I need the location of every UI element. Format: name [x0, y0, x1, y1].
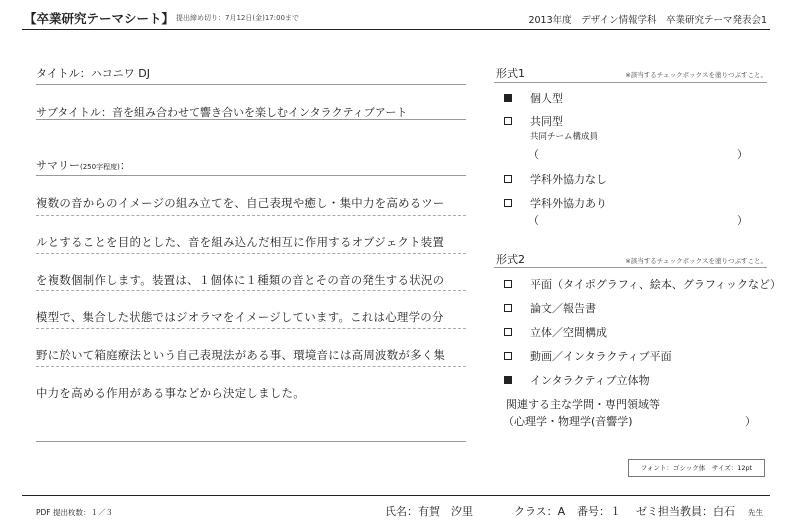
summary-line-5: 野に於いて箱庭療法という自己表現法がある事、環境音には高周波数が多く集	[36, 348, 446, 362]
checkbox-no-external[interactable]	[504, 175, 512, 183]
summary-label: サマリー	[36, 159, 80, 172]
summary-heading-underline	[36, 175, 466, 176]
external-paren-close: ）	[737, 214, 748, 227]
checkbox-individual[interactable]	[504, 94, 512, 102]
format2-divider	[494, 267, 767, 268]
joint-paren-close: ）	[737, 148, 748, 161]
summary-heading	[36, 157, 131, 173]
joint-paren-open: （	[528, 148, 539, 161]
checkbox-interactive-object[interactable]	[504, 376, 512, 384]
related-field-value: （心理学・物理学(音響学)	[503, 415, 633, 428]
related-field-close: ）	[745, 415, 756, 428]
event-title: 2013年度 デザイン情報学科 卒業研究テーマ発表会1	[528, 15, 767, 26]
font-spec-box: フォント：ゴシック体 サイズ：12pt	[628, 459, 765, 477]
subtitle-field: サブタイトル：音を組み合わせて響き合いを楽しむインタラクティブアート	[36, 106, 408, 119]
summary-dotline	[36, 328, 466, 329]
footer-divider	[22, 495, 770, 496]
summary-dotline	[36, 215, 466, 216]
summary-line-2: ルとすることを目的とした、音を組み込んだ相互に作用するオブジェクト装置	[36, 235, 445, 249]
title-field: タイトル：ハコニワ DJ	[36, 67, 150, 80]
summary-line-4: 模型で、集合した状態ではジオラマをイメージしています。これは心理学の分	[36, 310, 444, 324]
subtitle-underline	[36, 119, 466, 120]
option-individual: 個人型	[530, 92, 563, 105]
related-field-label: 関連する主な学問・専門領域等	[506, 398, 660, 411]
checkbox-with-external[interactable]	[504, 199, 512, 207]
option-flat: 平面（タイポグラフィ、絵本、グラフィックなど）	[530, 278, 782, 291]
option-no-external: 学科外協力なし	[530, 173, 607, 186]
summary-dotline	[36, 366, 466, 367]
sensei-suffix: 先生	[748, 508, 763, 517]
student-name: 氏名：有賀 汐里	[385, 505, 473, 518]
option-joint: 共同型	[530, 115, 563, 128]
summary-line-6: 中力を高める作用がある事などから決定しました。	[36, 386, 305, 400]
option-paper: 論文／報告書	[530, 302, 596, 315]
summary-bottom-line	[36, 441, 466, 442]
option-interactive-object: インタラクティブ立体物	[530, 374, 650, 387]
sheet-title: 【卒業研究テーマシート】	[24, 11, 175, 26]
joint-members-label: 共同チーム構成員	[530, 132, 599, 142]
option-3d-space: 立体／空間構成	[530, 326, 607, 339]
summary-length-hint: (250字程度)	[80, 163, 120, 171]
summary-line-3: を複数個制作します。装置は、１個体に１種類の音とその音の発生する状況の	[36, 273, 445, 287]
summary-colon: ：	[119, 159, 131, 172]
checkbox-video[interactable]	[504, 352, 512, 360]
deadline-text: 提出締め切り：7月12日(金)17:00まで	[176, 14, 299, 22]
format2-note: ※該当するチェックボックスを塗りつぶすこと。	[625, 257, 767, 265]
external-paren-open: （	[528, 214, 539, 227]
format1-divider	[494, 82, 767, 83]
checkbox-paper[interactable]	[504, 304, 512, 312]
class-label: クラス：A	[514, 505, 566, 518]
checkbox-joint[interactable]	[504, 117, 512, 125]
format1-title: 形式1	[496, 67, 525, 80]
summary-line-1: 複数の音からのイメージの組み立てを、自己表現や癒し・集中力を高めるツー	[36, 196, 445, 210]
checkbox-3d-space[interactable]	[504, 328, 512, 336]
option-video: 動画／インタラクティブ平面	[530, 350, 672, 363]
checkbox-flat[interactable]	[504, 280, 512, 288]
summary-dotline	[36, 290, 466, 291]
summary-dotline	[36, 253, 466, 254]
format1-note: ※該当するチェックボックスを塗りつぶすこと。	[625, 71, 767, 79]
option-with-external: 学科外協力あり	[530, 197, 607, 210]
student-number: 番号：１	[577, 505, 621, 518]
title-underline	[36, 84, 466, 85]
pdf-count: PDF 提出枚数：１／３	[36, 508, 113, 517]
format2-title: 形式2	[496, 253, 525, 266]
header-divider	[22, 29, 770, 30]
advisor-name: ゼミ担当教員：白石	[636, 505, 735, 518]
